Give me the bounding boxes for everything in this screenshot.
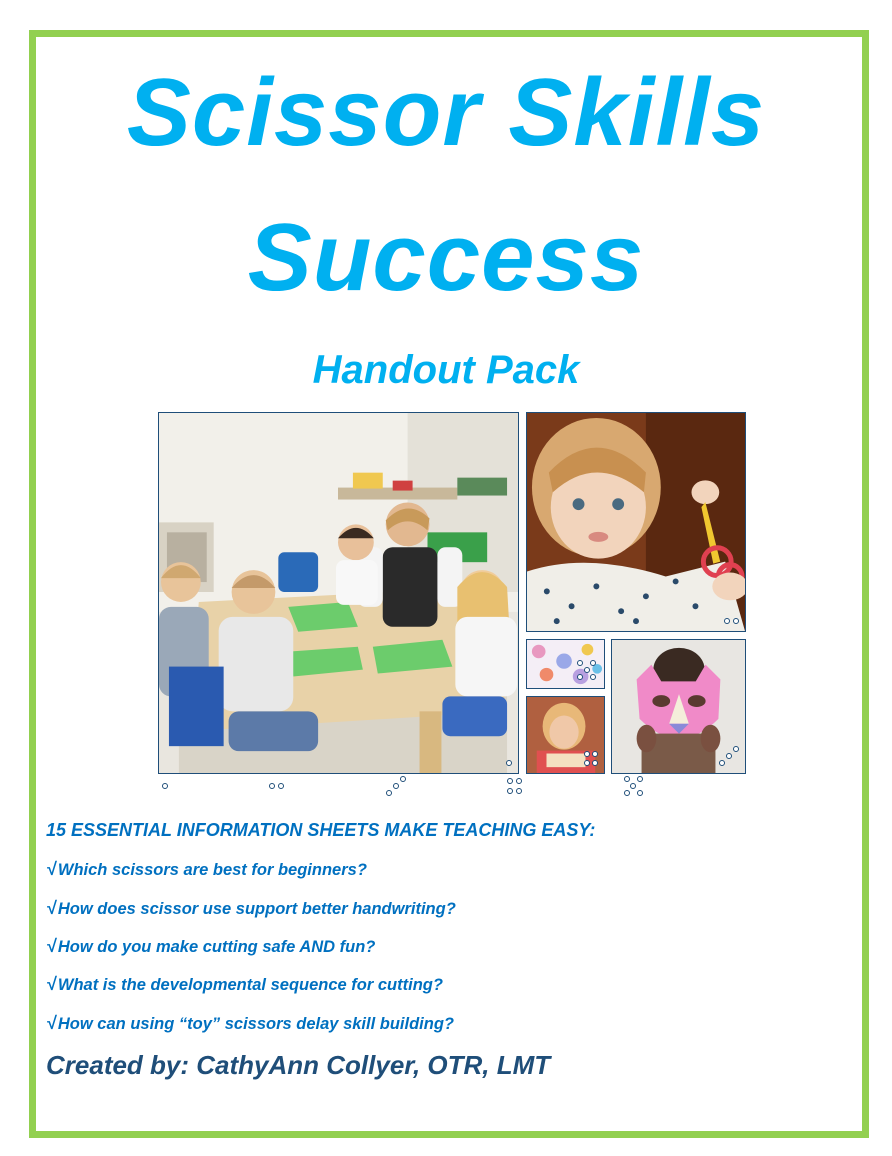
info-heading: 15 ESSENTIAL INFORMATION SHEETS MAKE TEACHING EASY: xyxy=(46,820,596,840)
decor-dot xyxy=(393,783,399,789)
decor-dot xyxy=(162,783,168,789)
question-text: How does scissor use support better handwriting? xyxy=(57,900,456,918)
question-item xyxy=(46,897,456,920)
decor-dot xyxy=(733,618,739,624)
decor-dot xyxy=(584,751,590,757)
check-icon: √ xyxy=(46,974,56,994)
decor-dot xyxy=(637,790,643,796)
question-text: What is the developmental sequence for cutting? xyxy=(57,976,443,994)
decor-dot xyxy=(592,760,598,766)
question-text: How can using “toy” scissors delay skill building? xyxy=(57,1015,454,1033)
girl-cutting-photo xyxy=(526,412,746,632)
decor-dot xyxy=(516,788,522,794)
check-icon: √ xyxy=(46,1013,56,1033)
decor-dot xyxy=(630,783,636,789)
decor-dot xyxy=(590,674,596,680)
question-item xyxy=(46,973,443,996)
decor-dot xyxy=(584,667,590,673)
decor-dot xyxy=(724,618,730,624)
subtitle: Handout Pack xyxy=(312,348,580,392)
decor-dot xyxy=(719,760,725,766)
check-icon: √ xyxy=(46,859,56,879)
decor-dot xyxy=(269,783,275,789)
decor-dot xyxy=(400,776,406,782)
decor-dot xyxy=(637,776,643,782)
question-text: How do you make cutting safe AND fun? xyxy=(57,938,376,956)
decor-dot xyxy=(577,660,583,666)
question-item xyxy=(46,858,367,881)
decor-dot xyxy=(624,776,630,782)
title-line-1: Scissor Skills xyxy=(126,59,766,166)
decor-dot xyxy=(726,753,732,759)
decor-dot xyxy=(507,778,513,784)
title-line-2: Success xyxy=(247,204,645,311)
decor-dot xyxy=(506,760,512,766)
question-item xyxy=(46,1012,454,1035)
decor-dot xyxy=(278,783,284,789)
decor-dot xyxy=(584,760,590,766)
decor-dot xyxy=(577,674,583,680)
check-icon: √ xyxy=(46,898,56,918)
decor-dot xyxy=(507,788,513,794)
decor-dot xyxy=(516,778,522,784)
classroom-photo xyxy=(158,412,519,774)
decor-dot xyxy=(592,751,598,757)
decor-dot xyxy=(733,746,739,752)
question-item xyxy=(46,935,375,958)
author-credit: Created by: CathyAnn Collyer, OTR, LMT xyxy=(46,1050,551,1080)
decor-dot xyxy=(590,660,596,666)
question-text: Which scissors are best for beginners? xyxy=(57,861,367,879)
decor-dot xyxy=(386,790,392,796)
check-icon: √ xyxy=(46,936,56,956)
decor-dot xyxy=(624,790,630,796)
